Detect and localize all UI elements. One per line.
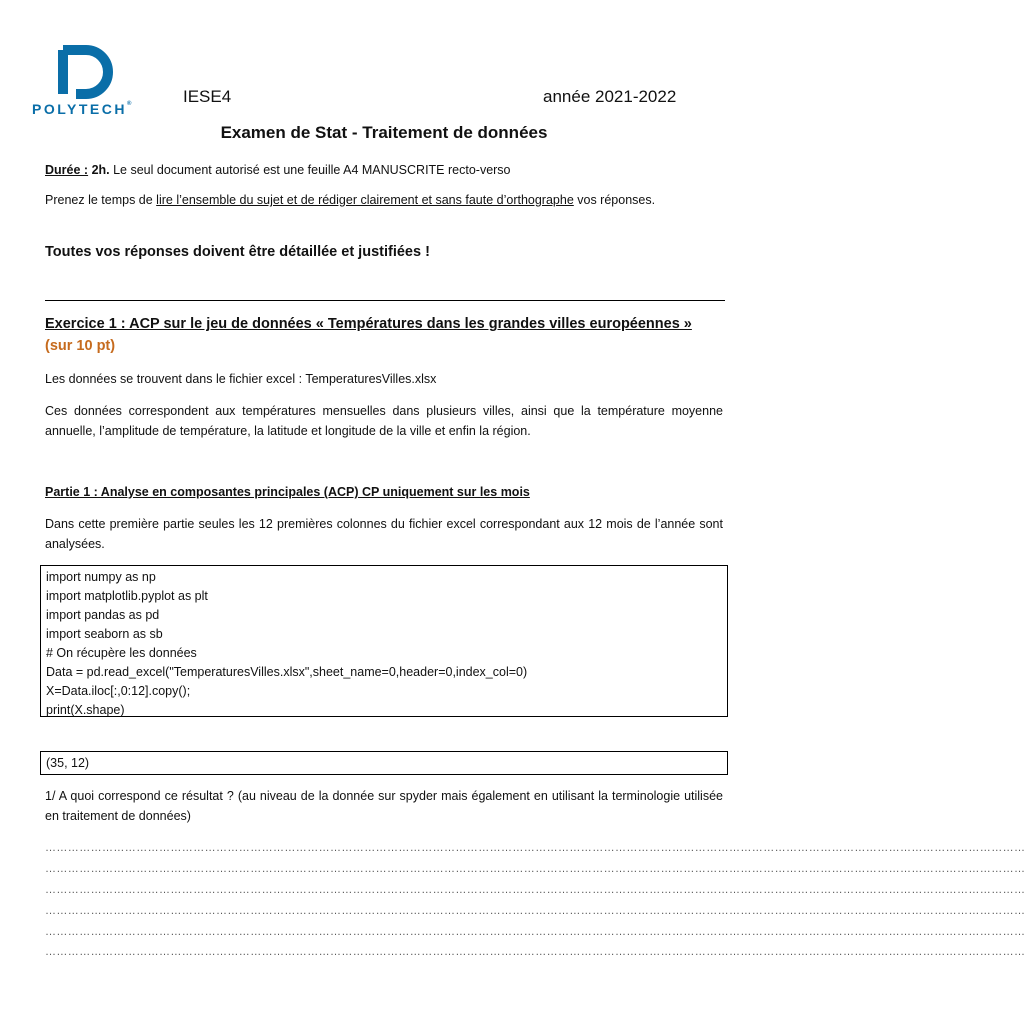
class-label: IESE4 — [183, 87, 232, 106]
code-line: X=Data.iloc[:,0:12].copy(); — [46, 684, 191, 698]
duration-label: Durée : — [45, 163, 89, 177]
answer-line[interactable]: …………………………………………………………………………………………………………………………………………………………………………………………………………………………………… — [45, 926, 1025, 938]
time-instruction-emphasis: lire l’ensemble du sujet et de rédiger clairement et sans faute d’orthographe — [156, 193, 574, 207]
code-line: import matplotlib.pyplot as plt — [46, 589, 208, 603]
code-line: # On récupère les données — [46, 646, 197, 660]
exercise-1-points: (sur 10 pt) — [45, 338, 116, 354]
logo-wordmark: POLYTECH® — [32, 101, 132, 117]
exercise-1-title: Exercice 1 : ACP sur le jeu de données « Températures dans les grandes villes européennes » — [45, 316, 692, 332]
time-instruction: Prenez le temps de lire l’ensemble du sujet et de rédiger clairement et sans faute d’orthographe vos réponses. — [45, 193, 656, 207]
answer-line[interactable]: …………………………………………………………………………………………………………………………………………………………………………………………………………………………………… — [45, 946, 1025, 958]
duration-line — [45, 160, 723, 180]
exercise-1-heading — [45, 314, 723, 356]
code-output-block: (35, 12) — [40, 751, 728, 775]
part-1-text: Dans cette première partie seules les 12 premières colonnes du fichier excel correspondant aux 12 mois de l’année sont analysées. — [45, 517, 723, 551]
data-file-line: Les données se trouvent dans le fichier excel : TemperaturesVilles.xlsx — [45, 372, 437, 386]
code-line: print(X.shape) — [46, 703, 125, 717]
answer-line[interactable]: …………………………………………………………………………………………………………………………………………………………………………………………………………………………………… — [45, 863, 1025, 875]
duration-text: Le seul document autorisé est une feuille A4 MANUSCRITE recto-verso — [109, 163, 511, 177]
code-line: import pandas as pd — [46, 608, 160, 622]
answer-line[interactable]: …………………………………………………………………………………………………………………………………………………………………………………………………………………………………… — [45, 842, 1025, 854]
year-label: année 2021-2022 — [543, 87, 677, 106]
code-line: Data = pd.read_excel("TemperaturesVilles.xlsx",sheet_name=0,header=0,index_col=0) — [46, 665, 528, 679]
data-description: Ces données correspondent aux températures mensuelles dans plusieurs villes, ainsi que la température moyenne annuelle, l’amplitude de température, la latitude et longitude de la ville et enfin la région. — [45, 404, 723, 438]
code-line: import seaborn as sb — [46, 627, 163, 641]
page-title: Examen de Stat - Traitement de données — [220, 123, 548, 142]
answer-line[interactable]: …………………………………………………………………………………………………………………………………………………………………………………………………………………………………… — [45, 905, 1025, 917]
question-1: 1/ A quoi correspond ce résultat ? (au niveau de la donnée sur spyder mais également en utilisant la terminologie utilisée en traitement de données) — [45, 789, 723, 823]
answer-line[interactable]: …………………………………………………………………………………………………………………………………………………………………………………………………………………………………… — [45, 884, 1025, 896]
code-block — [40, 565, 728, 717]
code-line: import numpy as np — [46, 570, 156, 584]
part-1-title: Partie 1 : Analyse en composantes principales (ACP) CP uniquement sur les mois — [45, 485, 530, 499]
duration-value: 2h. — [91, 163, 110, 177]
emphasis-line: Toutes vos réponses doivent être détaillée et justifiées ! — [45, 244, 430, 260]
section-divider — [45, 300, 725, 301]
